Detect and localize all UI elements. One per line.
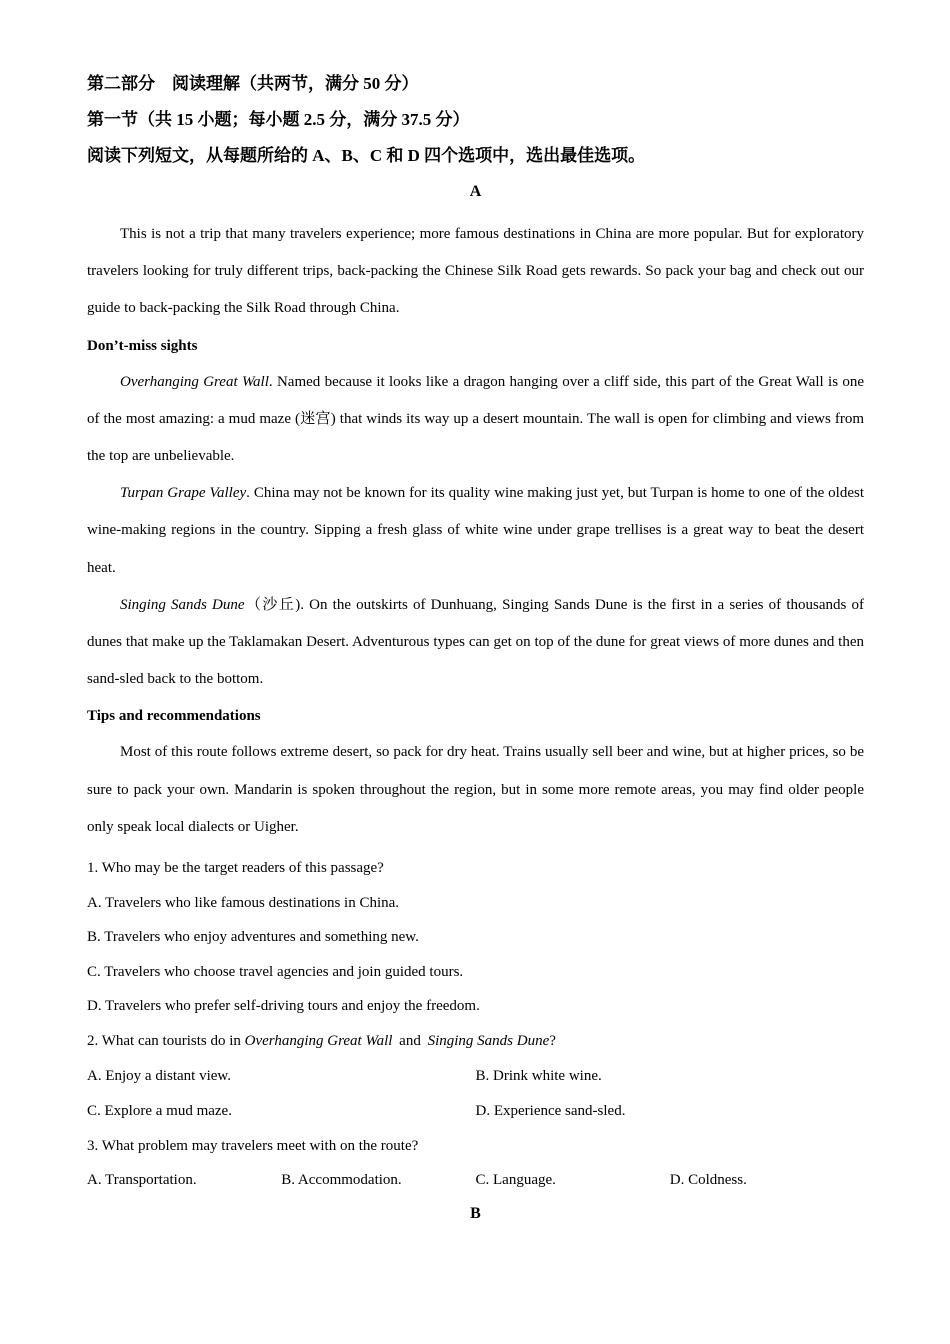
sight-paragraph — [87, 364, 864, 476]
sight-paragraph — [87, 475, 864, 587]
section-title-tips: Tips and recommendations — [87, 708, 261, 725]
section-title-sights: Don’t-miss sights — [87, 337, 198, 354]
passage-letter: A — [469, 183, 482, 200]
question-3-option-a[interactable]: A. Transportation. — [87, 1172, 197, 1189]
question-2-option-c[interactable]: C. Explore a mud maze. — [87, 1102, 232, 1119]
instructions: 阅读下列短文，从每题所给的 A、B、C 和 D 四个选项中，选出最佳选项。 — [87, 146, 646, 165]
sight-text: . Named because it looks like a dragon hanging over a cliff side, this part of the Great Wall is one of the most amazing: a mud maze (迷宫) that winds its way up a desert mountain. The wall is open for climbing and views from the top are unbelievable. — [87, 373, 865, 465]
question-2-option-b[interactable]: B. Drink white wine. — [475, 1068, 602, 1085]
question-3-option-d[interactable]: D. Coldness. — [669, 1172, 747, 1189]
sight-name: Overhanging Great Wall — [120, 373, 269, 390]
question-3: 3. What problem may travelers meet with on the route? — [87, 1137, 419, 1154]
question-2-option-d[interactable]: D. Experience sand-sled. — [475, 1102, 626, 1119]
question-3-option-b[interactable]: B. Accommodation. — [281, 1172, 402, 1189]
question-1-option-a[interactable]: A. Travelers who like famous destinations in China. — [87, 894, 400, 911]
question-1-option-b[interactable]: B. Travelers who enjoy adventures and something new. — [87, 929, 419, 946]
question-2-options-row-1 — [87, 1066, 864, 1086]
next-passage-letter: B — [470, 1205, 481, 1223]
question-2-option-a[interactable]: A. Enjoy a distant view. — [87, 1068, 232, 1085]
part-heading: 第二部分 阅读理解（共两节，满分 50 分） — [87, 74, 419, 93]
question-1-option-c[interactable]: C. Travelers who choose travel agencies and join guided tours. — [87, 963, 464, 980]
question-3-option-c[interactable]: C. Language. — [475, 1172, 556, 1189]
sight-name: Singing Sands Dune — [120, 596, 245, 613]
question-1: 1. Who may be the target readers of this passage? — [87, 860, 384, 877]
exam-page — [87, 72, 864, 1224]
sight-text: . China may not be known for its quality wine making just yet, but Turpan is home to one of the oldest wine-making regions in the country. Sipping a fresh glass of white wine under grape trellises is a great way to beat the desert heat. — [87, 485, 864, 576]
section-heading: 第一节（共 15 小题；每小题 2.5 分，满分 37.5 分） — [87, 110, 470, 129]
sight-text: （沙丘). On the outskirts of Dunhuang, Singing Sands Dune is the first in a series of thousands of dunes that make up the Taklamakan Desert. Adventurous types can get on top of the dune for great views of more dunes and then sand-sled back to the bottom. — [87, 596, 864, 688]
passage-intro: This is not a trip that many travelers experience; more famous destinations in China are more popular. But for exploratory travelers looking for truly different trips, back-packing the Chinese Silk Road gets rewards. So pack your bag and check out our guide to back-packing the Silk Road through China. — [87, 226, 864, 317]
question-3-options-row — [87, 1170, 864, 1190]
question-1-option-d[interactable]: D. Travelers who prefer self-driving tours and enjoy the freedom. — [87, 998, 480, 1015]
question-2-options-row-2 — [87, 1101, 864, 1121]
tips-paragraph: Most of this route follows extreme desert, so pack for dry heat. Trains usually sell beer and wine, but at higher prices, so be sure to pack your own. Mandarin is spoken throughout the region, but in some more remote areas, you may find older people only speak local dialects or Uigher. — [87, 744, 864, 835]
question-2: 2. What can tourists do in Overhanging Great Wall and Singing Sands Dune? — [87, 1033, 556, 1050]
sight-paragraph — [87, 587, 864, 699]
sight-name: Turpan Grape Valley — [120, 485, 247, 502]
